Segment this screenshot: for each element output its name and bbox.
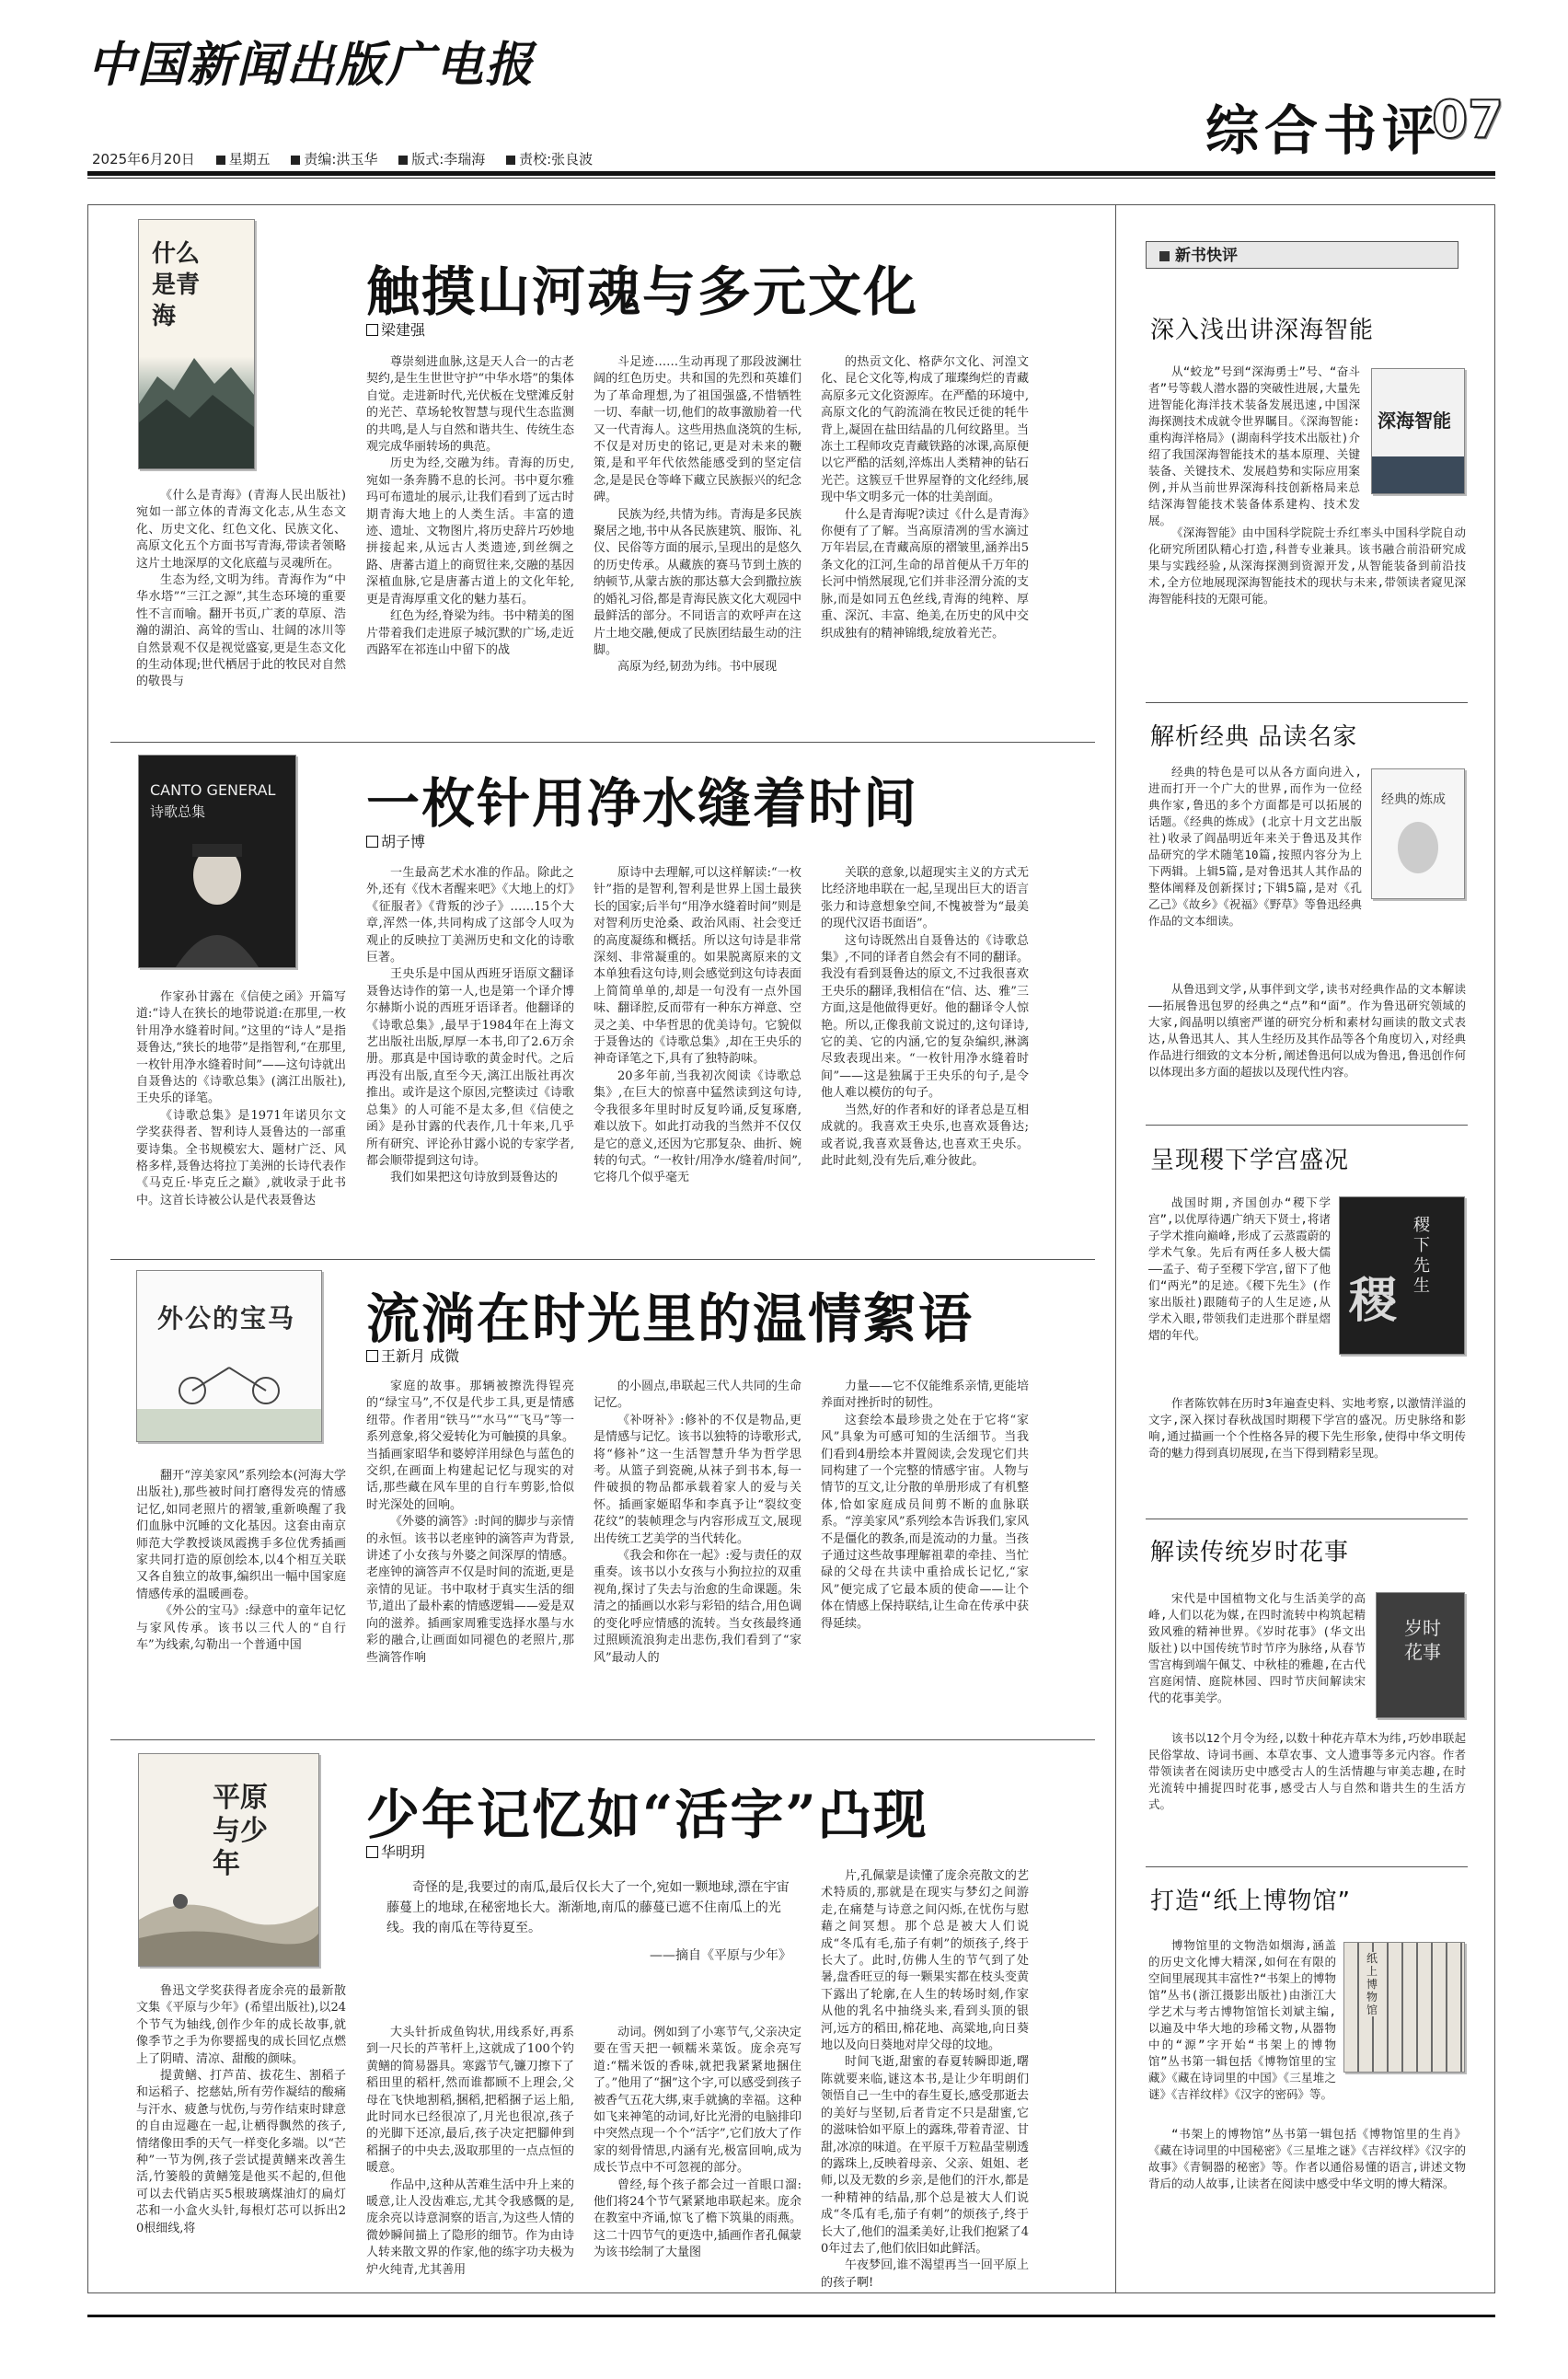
divider: [110, 1739, 1095, 1740]
sidebar-item-text: [1148, 1395, 1466, 1513]
article4-col3: [594, 2025, 801, 2292]
bottom-rule: [87, 2315, 1495, 2317]
divider: [1146, 702, 1468, 703]
cover-title: 外公的宝马: [157, 1303, 296, 1334]
paragraph: 翻开“淳美家风”系列绘本(河海大学出版社),那些被时间打磨得发亮的情感记忆,如同老照片的褶皱,重新唤醒了我们血脉中沉睡的文化基因。这套由南京师范大学教授谈凤霞携手多位优秀插画家共同打造的原创绘本,以4个相互关联又各自独立的故事,编织出一幅中国家庭情感传承的温暖画卷。: [136, 1469, 346, 1601]
paragraph: 动词。例如到了小寒节气,父亲决定要在雪天把一顿糯米菜饭。庞余亮写道:“糯米饭的香味,就把我紧紧地捆住了。”他用了“捆”这个字,可以感受到孩子被香气五花大绑,束手就擒的幸福。这种如飞来神笔的动词,好比光滑的电脑排印中突然点现一个个“活字”,它们放大了作家的刻骨情思,内涵有光,极富回响,成为成长节点中不可忽视的部分。: [594, 2026, 801, 2176]
paragraph: 王央乐是中国从西班牙语原文翻译聂鲁达诗作的第一人,也是第一个译介博尔赫斯小说的西班牙语译者。他翻译的《诗歌总集》,最早于1984年在上海文艺出版社出版,厚厚一本书,印了2.6万余册。那真是中国诗歌的黄金时代。之后再没有出版,直至今天,漓江出版社再次推出。或许是这个原因,完整读过《诗歌总集》的人可能不是太多,但《信使之函》是孙甘露的代表作,几十年来,几乎所有研究、评论孙甘露小说的专家学者,都会顺带提到这句诗。: [366, 967, 574, 1168]
sidebar-item-title: 解读传统岁时花事: [1150, 1539, 1350, 1566]
top-rule-thin: [87, 178, 1495, 179]
paragraph: 家庭的故事。那辆被擦洗得锃亮的“绿宝马”,不仅是代步工具,更是情感纽带。作者用“铁马”“水马”“飞马”等一系列意象,将父爱转化为可触摸的具象。当插画家昭华和婆婷洋用绿色与蓝色的交织,在画面上构建起记忆与现实的对话,那些藏在风车里的自行车剪影,恰似时光深处的回响。: [366, 1380, 574, 1512]
cover-title: 什么是青海: [152, 240, 201, 330]
paragraph: 当然,好的作者和好的译者总是互相成就的。我喜欢王央乐,也喜欢聂鲁达;或者说,我喜欢聂鲁达,也喜欢王央乐。此时此刻,没有先后,难分彼此。: [821, 1103, 1029, 1168]
sidebar-item-title: 深入浅出讲深海智能: [1150, 317, 1375, 344]
issue-layout: 版式:李瑞海: [411, 151, 486, 167]
divider: [1146, 1125, 1468, 1126]
article4-col2: [366, 2025, 574, 2292]
square-icon: [291, 156, 300, 165]
paragraph: 历史为经,交融为纬。青海的历史,宛如一条奔腾不息的长河。书中夏尔雅玛可布遗址的展示,让我们看到了远古时期青海大地上的人类生活。丰富的遗迹、遗址、文物图片,将历史辞片巧妙地拼接起来,从远古人类遗迹,到丝绸之路、唐蕃古道上的商贸往来,交融的基因深植血脉,它是唐蕃古道上的文化年轮,更是青海厚重文化的魅力基石。: [366, 456, 574, 606]
paragraph: 《诗歌总集》是1971年诺贝尔文学奖获得者、智利诗人聂鲁达的一部重要诗集。全书规模宏大、题材广泛、风格多样,聂鲁达将拉丁美洲的长诗代表作《马克丘·毕克丘之巅》,就收录于此书中。这首长诗被公认是代表聂鲁达: [136, 1108, 346, 1207]
article4-col1: [136, 1983, 346, 2292]
sidebar-item-text: [1148, 525, 1466, 676]
sidebar-item-text: [1148, 2126, 1466, 2292]
cover-band: [1372, 456, 1464, 493]
masthead-title: 中国新闻出版广电报: [87, 37, 536, 93]
article1-headline: 触摸山河魂与多元文化: [366, 260, 919, 323]
paragraph: 提黄鳝、打芦苗、拔花生、割稻子和运稻子、挖慈姑,所有劳作凝结的酸痛与汗水、疲惫与忧伤,与劳作结束时肆意的自由逗趣在一起,让栖得飘然的孩子,情绪像田季的天气一样变化多端。以“芒种”一节为例,孩子尝试提黄鳝来改善生活,竹篓般的黄鳝笼是他买不起的,但他可以去代销店买5根玻璃煤油灯的扁灯芯和一小盒火头针,每根灯芯可以拆出20根细线,将: [136, 2069, 346, 2235]
article1-author: 梁建强: [381, 321, 426, 339]
article2-col3: [594, 865, 801, 1270]
pull-quote: [386, 1877, 791, 1966]
article3-byline: [366, 1345, 459, 1366]
sidebar-item-text: [1148, 364, 1360, 527]
article4-author: 华明玥: [381, 1843, 426, 1861]
square-icon: [506, 156, 515, 165]
sidebar-book-cover: [1371, 368, 1465, 494]
paragraph: 战国时期,齐国创办“稷下学宫”,以优厚待遇广纳天下贤士,将诸子学术推向巅峰,形成了云蒸霞蔚的学术气象。先后有两任多人极大儒——孟子、荀子至稷下学宫,留下了他们“两光”的足迹。《稷下先生》(作家出版社)跟随荀子的人生足迹,从学术入眼,带领我们走进那个群星熠熠的年代。: [1148, 1195, 1331, 1342]
article3-col2: [366, 1379, 574, 1765]
book-cover-plain-youth: [138, 1753, 319, 1967]
paragraph: 《外婆的滴答》:时间的脚步与亲情的永恒。该书以老座钟的滴答声为背景,讲述了小女孩与外婆之间深厚的情感。老座钟的滴答声不仅是时间的流逝,更是亲情的见证。书中取材于真实生活的细节,道出了最朴素的情感逻辑——爱是双向的滋养。插画家周雅雯选择水墨与水彩的融合,让画面如同褪色的老照片,那些滴答作响: [366, 1515, 574, 1665]
article4-byline: [366, 1841, 425, 1862]
article3-col4: [821, 1379, 1029, 1765]
square-icon: [1159, 251, 1170, 261]
paragraph: 鲁迅文学奖获得者庞余亮的最新散文集《平原与少年》(希望出版社),以24个节气为轴线,创作少年的成长故事,就像季节之手为你婴摇曳的成长回忆点燃上了阴晴、清凉、甜酸的颜味。: [136, 1984, 346, 2066]
sidebar-item-title: 解析经典 品读名家: [1150, 723, 1358, 751]
field-illustration: [139, 1754, 318, 1966]
cover-title: 稷下先生: [1413, 1216, 1430, 1296]
top-rule: [87, 171, 1495, 176]
article4-headline: 少年记忆如“活字”凸现: [366, 1784, 928, 1846]
paragraph: 这句诗既然出自聂鲁达的《诗歌总集》,不同的译者自然会有不同的翻译。我没有看到聂鲁达的原文,不过我很喜欢王央乐的翻译,我相信在“信、达、雅”三方面,这是他做得更好。他的翻译令人惊艳。所以,正像我前文说过的,这句译诗,它的美、它的内涵,它的复杂编织,淋漓尽致表现出来。“一枚针用净水缝着时间”——这是独属于王央乐的句子,是令他人难以模仿的句子。: [821, 933, 1029, 1101]
paragraph: “书架上的博物馆”丛书第一辑包括《博物馆里的生肖》《藏在诗词里的中国秘密》《三星堆之谜》《吉祥纹样》《汉字的故事》《青铜器的秘密》等。作者以通俗易懂的语言,讲述文物背后的动人故事,让读者在阅读中感受中华文明的博大精深。: [1148, 2127, 1466, 2190]
paragraph: 该书以12个月令为经,以数十种花卉草木为纬,巧妙串联起民俗掌故、诗词书画、本草农事、文人遗事等多元内容。作者带领读者在阅读历史中感受古人的生活情趣与审美志趣,在时光流转中捕捉四时花事,感受古人与自然和谐共生的生活方式。: [1148, 1731, 1466, 1811]
cover-title: 经典的炼成: [1381, 792, 1446, 807]
article1-byline: [366, 318, 425, 340]
sidebar-item-text: [1148, 1730, 1466, 1848]
sidebar-tag-label: 新书快评: [1175, 247, 1238, 265]
sidebar-divider: [1115, 204, 1116, 2293]
paragraph: 片,孔佩蒙是读懂了庞余亮散文的艺术特质的,那就是在现实与梦幻之间游走,在痛楚与诗意之间闪烁,在忧伤与慰藉之间冥想。那个总是被大人们说成“冬瓜有毛,茄子有刺”的烦孩子,终于长大了。此时,仿佛人生的节气到了处暑,盘香旺豆的每一颗果实都在枝头变黄下露出了轮廓,在人生的转场时刻,作家从他的乳名中抽绕头来,看到头顶的银河,远方的稻田,棉花地、高粱地,向日葵地以及向日葵地对岸父母的坟地。: [821, 1869, 1029, 2053]
paragraph: 博物馆里的文物浩如烟海,涵盖的历史文化博大精深,如何在有限的空间里展现其丰富性?“书架上的博物馆”丛书(浙江摄影出版社)由浙江大学艺术与考古博物馆馆长刘斌主编,以遍及中华大地的珍稀文物,从器物中的“源”字开始“书架上的博物馆”丛书第一辑包括《博物馆里的宝藏》《藏在诗词里的中国》《三星堆之谜》《吉祥纹样》《汉字的密码》等。: [1148, 1938, 1336, 2101]
sidebar-tag: [1146, 241, 1458, 269]
square-icon: [216, 156, 225, 165]
paragraph: 《什么是青海》(青海人民出版社)宛如一部立体的青海文化志,从生态文化、历史文化、红色文化、民族文化、高原文化五个方面书写青海,带读者领略这片土地深厚的文化底蕴与灵魂所在。: [136, 489, 346, 571]
article1-col4: [821, 354, 1029, 768]
book-cover-canto-general: [138, 755, 296, 968]
article1-col3: [594, 354, 801, 768]
paragraph: 大头针折成鱼钩状,用线系好,再系到一尺长的芦苇杆上,这就成了100个钓黄鳝的简易器具。寒露节气,镰刀擦下了稻田里的稻杆,然而谁都顾不上理会,父母在飞快地割稻,捆稻,把稻捆子运上船,此时同水已经很凉了,月光也很凉,孩子的光脚下还凉,最后,孩子决定把腳伸到稻捆子的中央去,汲取那里的一点点恒的暖意。: [366, 2026, 574, 2176]
box-icon: [366, 836, 378, 848]
cover-title: 深海智能: [1378, 410, 1451, 432]
paragraph: 午夜梦回,谁不渴望再当一回平原上的孩子啊!: [821, 2258, 1029, 2290]
sidebar-item-text: [1148, 764, 1362, 981]
paragraph: 作品中,这种从苦难生活中升上来的暖意,让人没齿难忘,尤其令我感慨的是,庞余亮以诗意洞察的语言,为这些人情的微妙瞬间描上了隐形的细节。作为由诗人转来散文界的作家,他的练字功夫极为炉火纯青,尤其善用: [366, 2177, 574, 2277]
sidebar-item-text: [1148, 981, 1466, 1114]
article1-col1: [136, 488, 346, 764]
portrait-illustration: [139, 756, 295, 967]
paragraph: 《我会和你在一起》:爱与责任的双重奏。该书以小女孩与小狗拉拉的双重视角,探讨了失去与治愈的生命课题。朱清之的插画以水彩与彩铅的结合,用色调的变化呼应情感的流转。当女孩最终通过照顾流浪狗走出悲伤,我们看到了“家风”最动人的: [594, 1549, 801, 1665]
paragraph: 我们如果把这句诗放到聂鲁达的: [390, 1171, 559, 1185]
article3-col3: [594, 1379, 801, 1765]
sidebar-book-cover: [1343, 1942, 1465, 2073]
box-icon: [366, 1350, 378, 1362]
sidebar-book-cover: [1339, 1196, 1465, 1355]
paragraph: 高原为经,韧劲为纬。书中展现: [617, 660, 778, 675]
quote-source: ——摘自《平原与少年》: [650, 1948, 791, 1963]
sidebar-item-text: [1148, 1937, 1336, 2121]
portrait-illustration: [1372, 769, 1464, 898]
paragraph: 从“蛟龙”号到“深海勇士”号、“奋斗者”号等载人潜水器的突破性进展,大量先进智能化海洋技术装备发展迅速,中国深海探测技术成就令世界瞩目。《深海智能:重构海洋格局》(湖南科学技术出版社)介绍了我国深海智能技术的基本原理、关键装备、关键技术、发展趋势和实际应用案例,并从当前世界深海科技创新格局来总结深海智能技术装备体系建构、技术发展。: [1148, 364, 1360, 527]
cover-subtitle: 诗歌总集: [150, 803, 206, 820]
paragraph: 生态为经,文明为纬。青海作为“中华水塔”“三江之源”,其生态环境的重要性不言而喻。翻开书页,广袤的草原、浩瀚的湖泊、高耸的雪山、壮阔的冰川等自然景观不仅是视觉盛宴,更是生态文化的生动体现;世代栖居于此的牧民对自然的敬畏与: [136, 573, 346, 689]
paragraph: 经典的特色是可以从各方面向进入,进而打开一个广大的世界,而作为一位经典作家,鲁迅的多个方面都是可以拓展的话题。《经典的炼成》(北京十月文艺出版社)收录了阎晶明近年来关于鲁迅及其作品研究的学术随笔10篇,按照内容分为上下两辑。上辑5篇,是对鲁迅其人其作品的整体阐释及创新探讨;下辑5篇,是对《孔乙己》《故乡》《祝福》《野草》等鲁迅经典作品的文本细读。: [1148, 765, 1362, 928]
article1-col2: [366, 354, 574, 768]
article2-headline: 一枚针用净水缝着时间: [366, 772, 919, 835]
paragraph: 从鲁迅到文学,从事伴到文学,读书对经典作品的文本解读——拓展鲁迅包罗的经典之“点”和“面”。作为鲁迅研究领域的大家,阎晶明以缜密严谨的研究分析和素材勾画读的散文式表达,从鲁迅其人、其人生经历及其作品等各个角度切入,对经典作品进行细致的文本分析,阐述鲁迅何以成为鲁迅,鲁迅创作何以体现出多方面的超拔以及现代性内容。: [1148, 982, 1466, 1079]
paragraph: 尊崇刻进血脉,这是天人合一的古老契约,是生生世世守护“中华水塔”的集体自觉。走进新时代,光伏板在戈壁滩反射的光芒、草场轮牧智慧与现代生态监测的共鸣,是人与自然和谐共生、传统生态观完成华丽转场的典范。: [366, 355, 574, 455]
paragraph: 《补呀补》:修补的不仅是物品,更是情感与记忆。该书以独特的诗歌形式,将“修补”这一生活智慧升华为哲学思考。从篮子到瓷碗,从袜子到书本,每一件破损的物品都承载着家人的爱与关怀。插画家姬昭华和李真予让“裂纹变花纹”的装帧理念与内容形成互文,展现出传统工艺美学的当代转化。: [594, 1413, 801, 1546]
paragraph: 时间飞逝,甜蜜的春夏转瞬即逝,曙陈就要来临,谜这本书,是让少年明朗们领悟自己一生中的春生夏长,感受那逝去的美好与坚韧,后者肯定不只是甜蜜,它的滋味恰如平原上的露珠,带着青涩、甘甜,冰凉的味道。在平原千万粒晶莹剔透的露珠上,反映着母亲、父亲、姐姐、老师,以及无数的乡亲,是他们的汗水,都是一种精神的结晶,那个总是被大人们说成“冬瓜有毛,茄子有刺”的烦孩子,终于长大了,他们的温柔美好,让我们抱紧了40年过去了,他们依旧如此鲜活。: [821, 2055, 1029, 2256]
divider: [1146, 1866, 1468, 1867]
article2-col4: [821, 865, 1029, 1270]
cover-title: 纸上博物馆: [1366, 1952, 1385, 2016]
article2-col1: [136, 989, 346, 1265]
paragraph: 原诗中去理解,可以这样解读:“一枚针”指的是智利,智利是世界上国土最狭长的国家;后半句“用净水缝着时间”则是对智利历史沧桑、政治风雨、社会变迁的高度凝练和概括。所以这句诗是非常深刻、非常凝重的。如果脱离原来的文本单独看这句诗,则会感觉到这句诗表面上简简单单的,却是一句没有一点外国味、翻译腔,反而带有一种东方禅意、空灵之美、中华哲思的优美诗句。它貌似于聂鲁达的《诗歌总集》,却在王央乐的神奇译笔之下,具有了独特韵味。: [594, 866, 801, 1067]
quote-text: 奇怪的是,我要过的南瓜,最后仅长大了一个,宛如一颗地球,漂在宇宙藤蔓上的地球,在秘密地长大。渐渐地,南瓜的藤蔓已遮不住南瓜上的光线。我的南瓜在等待夏至。: [386, 1880, 790, 1935]
issue-meta: [92, 149, 609, 168]
issue-proof: 责校:张良波: [519, 151, 594, 167]
paragraph: 宋代是中国植物文化与生活美学的高峰,人们以花为媒,在四时流转中构筑起精致风雅的精神世界。《岁时花事》(华文出版社)以中国传统节时节序为脉络,从春节雪宫梅到端午佩艾、中秋桂的雅趣,在古代宫庭闲情、庭院林园、四时节庆间解读宋代的花事美学。: [1148, 1591, 1366, 1704]
cover-title: 平原与少年: [213, 1782, 268, 1880]
sidebar-book-cover: [1371, 768, 1465, 899]
paragraph: 斗足迹……生动再现了那段波澜壮阔的红色历史。共和国的先烈和英雄们为了革命理想,为了祖国强盛,不惜牺牲一切、奉献一切,他们的故事激励着一代又一代青海人。这些用热血浇筑的生标,不仅是对历史的铭记,更是对未来的鞭策,是和平年代依然能感受到的坚定信念,是是民仓等峰下藏立民族振兴的纪念碑。: [594, 355, 801, 505]
article3-author: 王新月 成微: [381, 1347, 460, 1365]
cover-title: CANTO GENERAL: [150, 781, 276, 799]
article2-col2: [366, 865, 574, 1270]
article2-author: 胡子博: [381, 833, 426, 850]
windmill-illustration: [137, 1271, 321, 1441]
paragraph: 《外公的宝马》:绿意中的童年记忆与家风传承。该书以三代人的“自行车”为线索,勾勒出一个普通中国: [136, 1604, 346, 1653]
paragraph: 力量——它不仅能维系亲情,更能培养面对挫折时的韧性。: [821, 1380, 1029, 1411]
article2-byline: [366, 830, 425, 851]
paragraph: 关联的意象,以超现实主义的方式无比经济地串联在一起,呈现出巨大的语言张力和诗意想象空间,不愧被誉为“最美的现代汉语书面语”。: [821, 866, 1029, 931]
paragraph: 《深海智能》由中国科学院院士乔红率头中国科学院自动化研究所团队精心打造,科普专业兼具。该书融合前沿研究成果与实践经验,从深海探测到资源开发,从智能装备到前沿技术,全方位地展现深海智能技术的现状与未来,带领读者窥见深海智能科技的无限可能。: [1148, 525, 1466, 606]
divider: [110, 742, 1095, 743]
sidebar-item-text: [1148, 1195, 1331, 1392]
paragraph: 什么是青海呢?读过《什么是青海》你便有了了解。当高原清冽的雪水滴过万年岩层,在青藏高原的褶皱里,涵养出5条文化的江河,生命的昂首便从千万年的长河中悄然展现,它们并非泾渭分流的支脉,而是如同五色丝线,青海的纯粹、厚重、深沉、丰富、绝美,在历史的风中交织成独有的精神锦缎,绽放着光芒。: [821, 507, 1029, 641]
sidebar-item-title: 呈现稷下学宫盛况: [1150, 1147, 1350, 1174]
square-icon: [398, 156, 408, 165]
cover-glyph: 稷: [1349, 1273, 1398, 1329]
cover-title: 岁时花事: [1404, 1617, 1441, 1663]
article4-col4: [821, 1868, 1029, 2292]
book-cover-qinghai: [138, 219, 255, 469]
paragraph: 作者陈钦韩在历时3年遍查史料、实地考察,以激情洋溢的文字,深入探讨春秋战国时期稷下学宫的盛况。历史脉络和影响,通过描画一个个性格各异的稷下先生形象,使得中华文明传奇的魅力得到真切展现,在当下得到精彩呈现。: [1148, 1396, 1466, 1460]
box-icon: [366, 1846, 378, 1858]
issue-date: 2025年6月20日: [92, 151, 195, 167]
sidebar-item-text: [1148, 1590, 1366, 1728]
paragraph: 民族为经,共情为纬。青海是多民族聚居之地,书中从各民族建筑、服饰、礼仪、民俗等方面的展示,呈现出的是悠久的历史传承。从藏族的赛马节到土族的纳顿节,从蒙古族的那达慕大会到撒拉族的婚礼习俗,都是青海民族文化大观园中最鲜活的部分。不同语言的欢呼声在这片土地交融,便成了民族团结最生动的注脚。: [594, 507, 801, 657]
paragraph: 一生最高艺术水准的作品。除此之外,还有《伐木者醒来吧》《大地上的灯》《征服者》《背叛的沙子》……15个大章,浑然一体,共同构成了这部令人叹为观止的反映拉丁美洲历史和文化的诗歌巨著。: [366, 866, 574, 965]
issue-editor: 责编:洪玉华: [304, 151, 378, 167]
book-cover-grandpa-horse: [136, 1270, 322, 1442]
sidebar-book-cover: [1376, 1592, 1465, 1718]
page-number: 07: [1432, 90, 1504, 150]
box-icon: [366, 324, 378, 336]
paragraph: 红色为经,脊梁为纬。书中精美的图片带着我们走进原子城沉默的广场,走近西路军在祁连山中留下的战: [366, 609, 574, 657]
paragraph: 的小圆点,串联起三代人共同的生命记忆。: [594, 1380, 801, 1411]
paragraph: 这套绘本最珍贵之处在于它将“家风”具象为可感可知的生活细节。当我们看到4册绘本并置阅读,会发现它们共同构建了一个完整的情感宇宙。人物与情节的互文,让分散的单册形成了有机整体,恰如家庭成员间剪不断的血脉联系。“淳美家风”系列绘本告诉我们,家风不是僵化的教条,而是流动的力量。当孩子通过这些故事理解祖辈的牵挂、当忙碌的父母在共读中重拾成长记忆,“家风”便完成了它最本质的使命——让个体在情感上保持联结,让生命在传承中获得延续。: [821, 1413, 1029, 1631]
article3-col1: [136, 1468, 346, 1762]
paragraph: 作家孙甘露在《信使之函》开篇写道:“诗人在狭长的地带说道:在那里,一枚针用净水缝着时间。”这里的“诗人”是指聂鲁达,“狭长的地带”是指智利,“在那里,一枚针用净水缝着时间”——这句诗就出自聂鲁达的《诗歌总集》(漓江出版社),王央乐的译笔。: [136, 990, 346, 1106]
divider: [110, 1259, 1095, 1260]
paragraph: 的热贡文化、格萨尔文化、河湟文化、昆仑文化等,构成了璀璨绚烂的青藏高原多元文化资源库。在严酷的环境中,高原文化的气韵流淌在牧民迁徙的牦牛背上,凝固在盐田结晶的几何纹路里。当冻土工程师攻克青藏铁路的冰课,高原便以它严酷的活刻,淬炼出人类精神的钻石光芒。这簇豆千世界屋脊的文化经纬,展现中华文明多元一体的壮美剖面。: [821, 355, 1029, 505]
issue-weekday: 星期五: [228, 151, 271, 167]
sidebar-item-title: 打造“纸上博物馆”: [1150, 1888, 1351, 1915]
paragraph: 20多年前,当我初次阅读《诗歌总集》,在巨大的惊喜中猛然读到这句诗,令我很多年里时时反复吟诵,反复琢磨,难以放下。如此打动我的当然并不仅仅是它的意义,还因为它那复杂、曲折、婉转的句式。“一枚针/用净水/缝着/时间”,它将几个似乎毫无: [594, 1068, 801, 1185]
paragraph: 曾经,每个孩子都会过一首眼口溜:他们将24个节气紧紧地串联起来。庞余在教室中齐诵,惊飞了檐下筑巢的雨燕。这二十四节气的更迭中,插画作者孔佩蒙为该书绘制了大量图: [594, 2177, 801, 2260]
section-title: 综合书评: [1205, 99, 1442, 162]
article3-headline: 流淌在时光里的温情絮语: [366, 1288, 974, 1350]
